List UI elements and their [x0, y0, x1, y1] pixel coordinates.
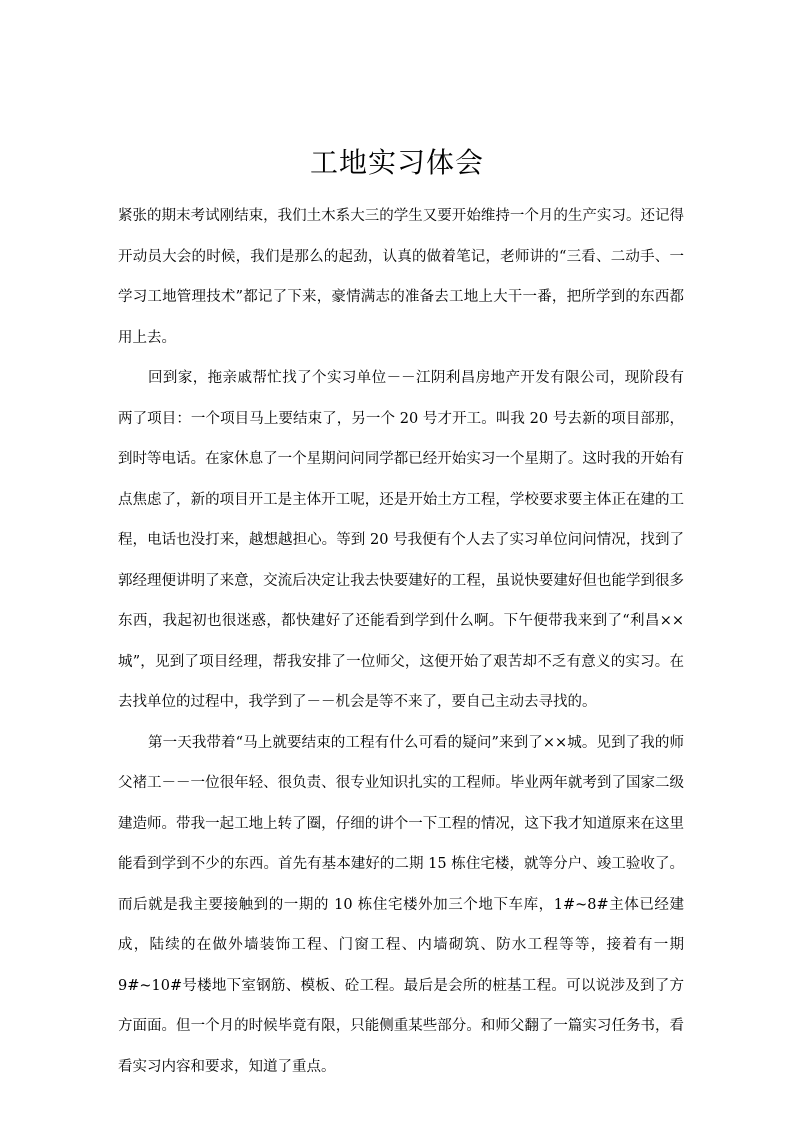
document-body	[118, 196, 684, 1087]
document-title: 工地实习体会	[309, 145, 484, 179]
paragraph-2: 回到家，拖亲戚帮忙找了个实习单位－－江阴利昌房地产开发有限公司，现阶段有两了项目：一个项目马上要结束了，另一个 20 号才开工。叫我 20 号去新的项目部那，到时等电话。在家休息了一个星期问问同学都已经开始实习一个星期了。这时我的开始有点焦虑了，新的项目开工是主体开工呢，还是开始土方工程，学校要求要主体正在建的工程，电话也没打来，越想越担心。等到 20 号我便有个人去了实习单位问问情况，找到了郭经理便讲明了来意，交流后决定让我去快要建好的工程，虽说快要建好但也能学到很多东西，我起初也很迷惑，都快建好了还能看到学到什么啊。下午便带我来到了“利昌××城”，见到了项目经理，帮我安排了一位师父，这便开始了艰苦却不乏有意义的实习。在去找单位的过程中，我学到了－－机会是等不来了，要自己主动去寻找的。	[118, 370, 684, 710]
paragraph-3: 第一天我带着“马上就要结束的工程有什么可看的疑问”来到了××城。见到了我的师父褚工－－一位很年轻、很负责、很专业知识扎实的工程师。毕业两年就考到了国家二级建造师。带我一起工地上转了圈，仔细的讲个一下工程的情况，这下我才知道原来在这里能看到学到不少的东西。首先有基本建好的二期 15 栋住宅楼，就等分户、竣工验收了。而后就是我主要接触到的一期的 10 栋住宅楼外加三个地下车库，1#~8#主体已经建成，陆续的在做外墙装饰工程、门窗工程、内墙砌筑、防水工程等等，接着有一期 9#~10#号楼地下室钢筋、模板、砼工程。最后是会所的桩基工程。可以说涉及到了方方面面。但一个月的时候毕竟有限，只能侧重某些部分。和师父翻了一篇实习任务书，看看实习内容和要求，知道了重点。	[118, 734, 684, 1075]
paragraph-1: 紧张的期末考试刚结束，我们土木系大三的学生又要开始维持一个月的生产实习。还记得开动员大会的时候，我们是那么的起劲，认真的做着笔记，老师讲的“三看、二动手、一学习工地管理技术”都记了下来，豪情满志的准备去工地上大干一番，把所学到的东西都用上去。	[118, 208, 684, 346]
